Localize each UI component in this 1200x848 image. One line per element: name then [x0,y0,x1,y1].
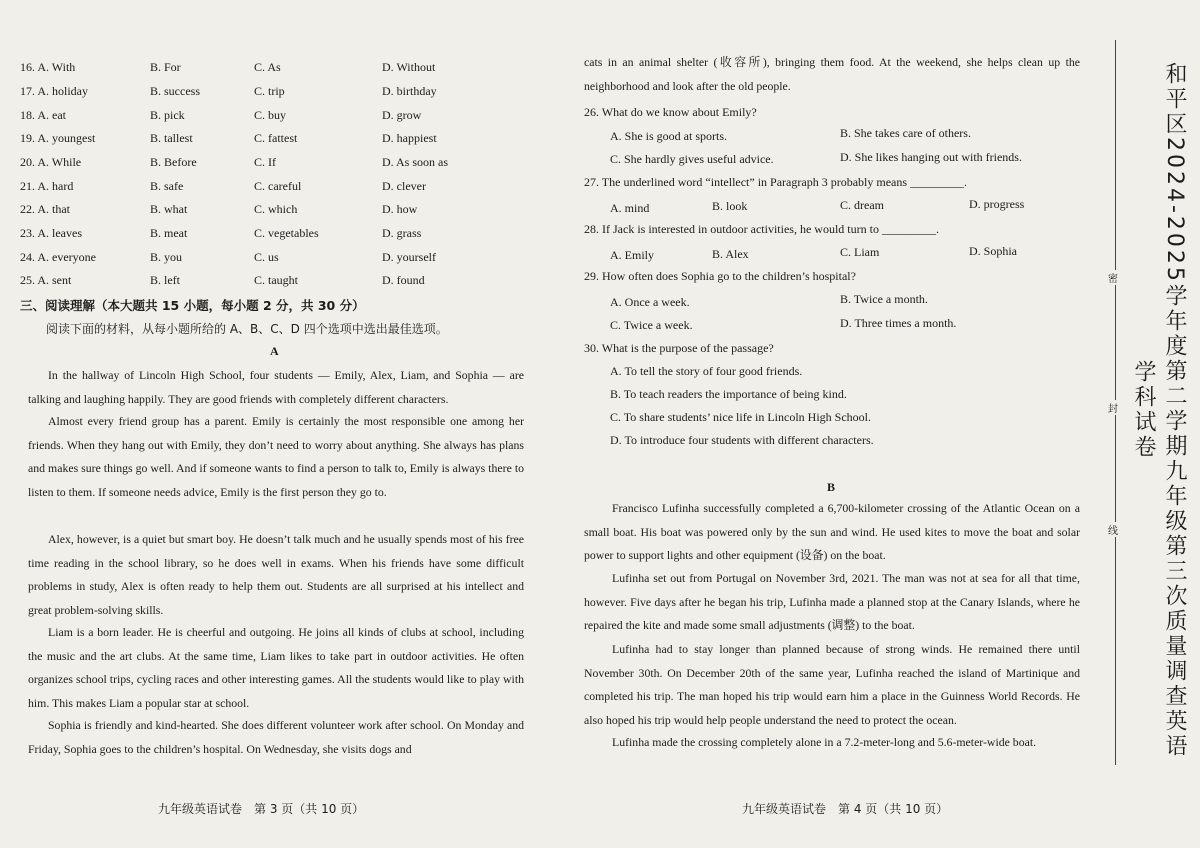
cloze-option: B. tallest [150,131,193,145]
right-page-footer: 九年级英语试卷 第 4 页（共 10 页） [742,802,949,816]
cloze-option: C. As [254,60,281,74]
left-page [20,0,530,848]
question-option: C. To share students’ nice life in Lincoln High School. [610,410,872,424]
cloze-option: D. birthday [382,84,437,98]
cloze-option: D. Without [382,60,436,74]
question-option: D. To introduce four students with different characters. [610,433,874,447]
cloze-option: C. taught [254,273,298,287]
cloze-option: 25. A. sent [20,273,72,287]
passage-a-paragraph: Sophia is friendly and kind-hearted. She does different volunteer work after school. On Monday and Friday, Sophia goes to the children’s hospital. On Wednesday, she visits dogs and [28,718,524,756]
passage-b-paragraph: Lufinha had to stay longer than planned because of strong winds. He remained there until November 30th. On December 20th of the same year, Lufinha reached the island of Martinique and completed his trip. The man hoped his trip would earn him a place in the Guinness World Records. He also hoped his trip would help people understand the need to protect the ocean. [584,642,1080,727]
cloze-option: D. clever [382,179,426,193]
question-option: D. She likes hanging out with friends. [840,150,1022,164]
cloze-option: C. vegetables [254,226,319,240]
passage-b-label: B [827,480,836,494]
cloze-option-row [20,60,530,82]
left-page-footer: 九年级英语试卷 第 3 页（共 10 页） [158,802,365,816]
cloze-option: B. left [150,273,180,287]
question-option: B. She takes care of others. [840,126,971,140]
cloze-option: C. buy [254,108,287,122]
cloze-option: B. For [150,60,181,74]
cloze-option-row [20,273,530,295]
question-option: D. Sophia [969,244,1017,258]
cloze-option: B. success [150,84,200,98]
cloze-option: B. meat [150,226,188,240]
cloze-option: D. found [382,273,425,287]
cloze-option: C. careful [254,179,302,193]
cloze-option-row [20,155,530,177]
passage-b-paragraph: Lufinha made the crossing completely alone in a 7.2-meter-long and 5.6-meter-wide boat. [612,735,1037,749]
cloze-option: B. what [150,202,188,216]
cloze-option: C. trip [254,84,285,98]
question-option: C. dream [840,198,884,212]
cloze-option: D. how [382,202,418,216]
cloze-option: 23. A. leaves [20,226,82,240]
cloze-option: C. us [254,250,279,264]
question-option: B. Alex [712,247,749,261]
cloze-option: 20. A. While [20,155,82,169]
cloze-option: 18. A. eat [20,108,66,122]
cloze-option: B. pick [150,108,185,122]
passage-a-label: A [270,344,279,358]
cloze-option: 22. A. that [20,202,70,216]
cloze-option: 19. A. youngest [20,131,96,145]
passage-a-continuation: cats in an animal shelter (收容所), bringing them food. At the weekend, she helps clean up the neighborhood and look after the old people. [584,55,1080,93]
passage-a-paragraph: Liam is a born leader. He is cheerful and outgoing. He joins all kinds of clubs at school, including the music and the art clubs. At the same time, Liam likes to take part in outdoor activities. He often organizes school trips, cycling races and other interesting games. All the students would like to play with him. This makes Liam a popular star at school. [28,625,524,710]
passage-b-paragraph: Francisco Lufinha successfully completed a 6,700-kilometer crossing of the Atlantic Ocean on a small boat. His boat was powered only by the sun and wind. He used kites to move the boat and solar power to support lights and other equipment (设备) on the boat. [584,501,1080,562]
exam-side-title: 和平区2024-2025学年度第二学期九年级第三次质量调查英语学科试卷 [1131,61,1187,759]
binding-mark: 封 [1108,400,1118,415]
question-option: B. Twice a month. [840,292,928,306]
question-option: A. To tell the story of four good friends. [610,364,803,378]
cloze-option: C. fattest [254,131,298,145]
passage-a-paragraph: Alex, however, is a quiet but smart boy. He doesn’t talk much and he usually spends most of his free time reading in the school library, so he does well in exams. When his friends have some difficult problems in study, Alex is often ready to help them out. Students are all surprised at his intellect and great problem-solving skills. [28,532,524,617]
passage-a-paragraph: In the hallway of Lincoln High School, four students — Emily, Alex, Liam, and Sophia — are talking and laughing happily. They are good friends with completely different characters. [28,368,524,406]
question-option: A. She is good at sports. [610,129,727,143]
cloze-option: D. happiest [382,131,437,145]
passage-b-paragraph: Lufinha set out from Portugal on November 3rd, 2021. The man was not at sea for all that time, however. Five days after he began his trip, Lufinha made a planned stop at the Canary Islands, where he repaired the kite and made some small adjustments (调整) to the boat. [584,571,1080,632]
cloze-option: C. which [254,202,298,216]
cloze-option-row [20,202,530,224]
cloze-option: 17. A. holiday [20,84,88,98]
cloze-option-row [20,131,530,153]
cloze-option: 16. A. With [20,60,76,74]
cloze-option-row [20,84,530,106]
question-stem: 27. The underlined word “intellect” in Paragraph 3 probably means _________. [584,175,968,189]
right-page [584,0,1084,848]
cloze-option-row [20,108,530,130]
binding-mark: 密 [1108,270,1118,285]
cloze-option-row [20,250,530,272]
cloze-option: C. If [254,155,276,169]
question-stem: 26. What do we know about Emily? [584,105,757,119]
question-option: C. Twice a week. [610,318,693,332]
cloze-option: D. As soon as [382,155,449,169]
cloze-option: B. safe [150,179,184,193]
cloze-option: B. Before [150,155,197,169]
cloze-option: D. grass [382,226,422,240]
binding-mark: 线 [1108,522,1118,537]
cloze-option: B. you [150,250,183,264]
question-stem: 30. What is the purpose of the passage? [584,341,774,355]
section-instruction: 阅读下面的材料，从每小题所给的 A、B、C、D 四个选项中选出最佳选项。 [46,322,448,336]
question-stem: 29. How often does Sophia go to the children’s hospital? [584,269,856,283]
question-option: D. Three times a month. [840,316,957,330]
question-option: A. Emily [610,248,654,262]
section-title: 三、阅读理解（本大题共 15 小题，每小题 2 分，共 30 分） [20,298,365,313]
cloze-option-row [20,179,530,201]
cloze-option: 24. A. everyone [20,250,96,264]
question-stem: 28. If Jack is interested in outdoor activities, he would turn to _________. [584,222,939,236]
question-option: B. To teach readers the importance of being kind. [610,387,847,401]
cloze-option-row [20,226,530,248]
question-option: C. She hardly gives useful advice. [610,152,774,166]
cloze-option: D. yourself [382,250,436,264]
question-option: A. mind [610,201,650,215]
question-option: A. Once a week. [610,295,690,309]
passage-a-paragraph: Almost every friend group has a parent. Emily is certainly the most responsible one among her friends. When they hang out with Emily, they don’t need to worry about anything. She always has plans and makes sure things go well. And if someone wants to find a person to talk to, Emily is always there to listen to them. If someone needs advice, Emily is the first person they go to. [28,414,524,499]
question-option: B. look [712,199,748,213]
cloze-option: D. grow [382,108,422,122]
cloze-option: 21. A. hard [20,179,74,193]
question-option: D. progress [969,197,1025,211]
question-option: C. Liam [840,245,880,259]
